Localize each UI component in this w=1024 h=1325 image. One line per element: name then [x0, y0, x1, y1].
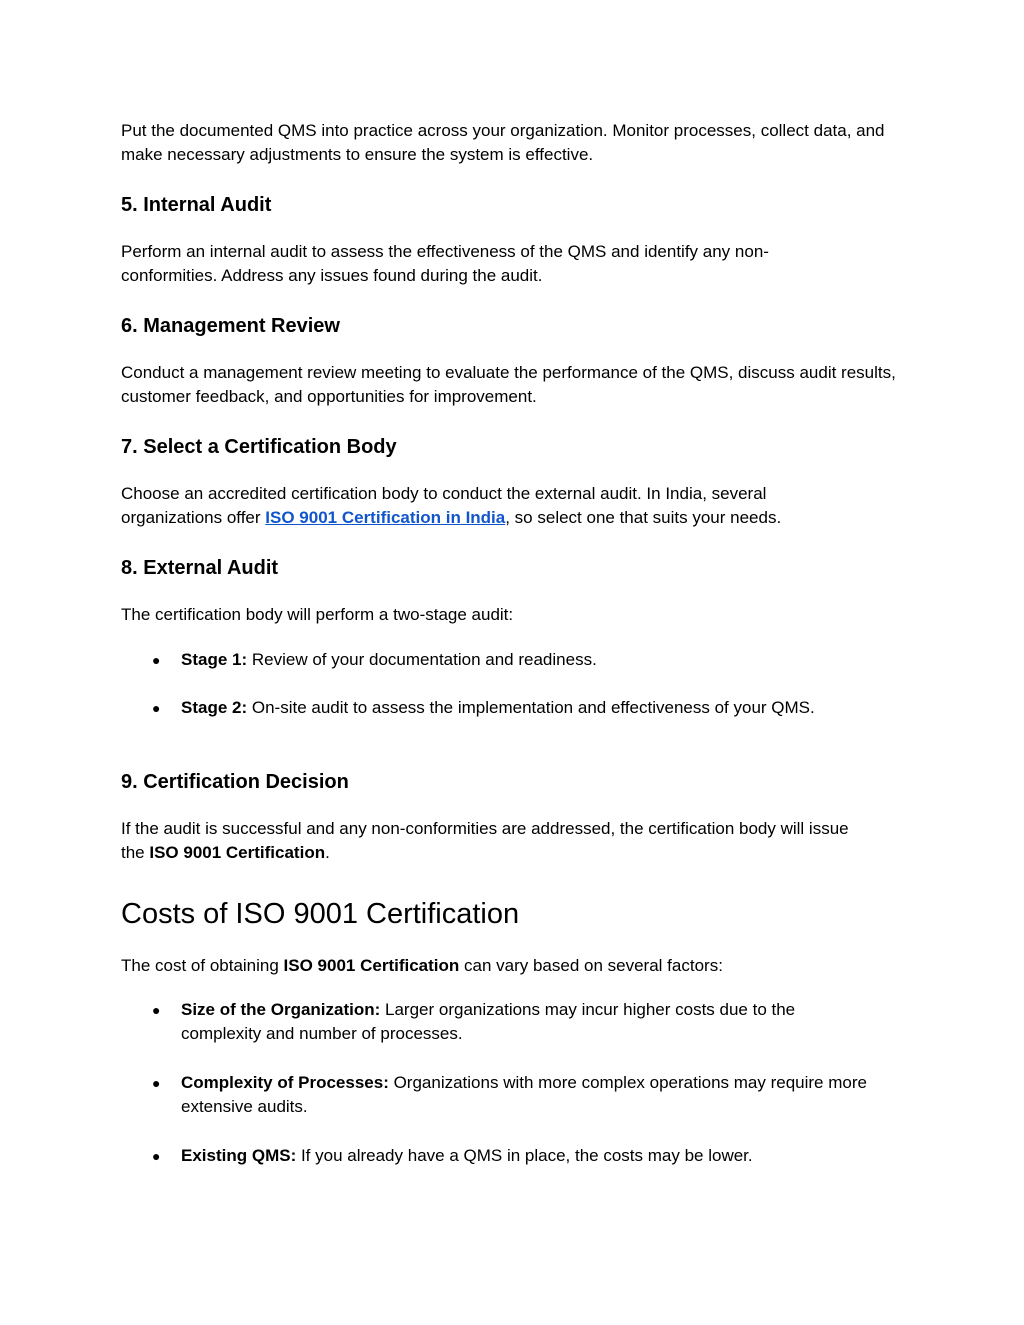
- iso-9001-india-link[interactable]: ISO 9001 Certification in India: [265, 508, 506, 527]
- section-7-paragraph: [121, 482, 911, 530]
- list-item-text: Organizations with more complex operations may require more extensive audits.: [181, 1073, 867, 1116]
- bullet-icon: ●: [152, 1002, 161, 1018]
- section-7-heading: 7. Select a Certification Body: [121, 436, 397, 458]
- costs-heading: Costs of ISO 9001 Certification: [121, 898, 520, 930]
- section-5-heading-block: [121, 192, 911, 218]
- section-9-bold: ISO 9001 Certification: [149, 843, 326, 862]
- intro-paragraph: [121, 119, 911, 167]
- bullet-icon: ●: [152, 1148, 161, 1164]
- bullet-icon: ●: [152, 652, 161, 668]
- list-item: [152, 1144, 892, 1168]
- section-5-text: Perform an internal audit to assess the effectiveness of the QMS and identify any non-conformities. Address any issues found during the audit.: [121, 242, 769, 285]
- section-9-heading-block: [121, 769, 911, 795]
- costs-text-before: The cost of obtaining: [121, 956, 284, 975]
- intro-text: Put the documented QMS into practice across your organization. Monitor processes, collect data, and make necessary adjustments to ensure the system is effective.: [121, 121, 885, 164]
- section-6-heading: 6. Management Review: [121, 315, 340, 337]
- costs-text-after: can vary based on several factors:: [459, 956, 723, 975]
- section-9-heading: 9. Certification Decision: [121, 771, 349, 793]
- list-item: [152, 1071, 892, 1119]
- section-8-heading-block: [121, 555, 911, 581]
- costs-heading-block: [121, 897, 911, 931]
- list-item-text: On-site audit to assess the implementation and effectiveness of your QMS.: [247, 698, 815, 717]
- section-6-paragraph: [121, 361, 911, 409]
- section-5-heading: 5. Internal Audit: [121, 194, 272, 216]
- section-7-text: [121, 482, 861, 530]
- list-item-label: Existing QMS:: [181, 1146, 297, 1165]
- section-9-text-before: If the audit is successful and any non-conformities are addressed, the certification body will issue the: [121, 819, 849, 862]
- costs-text: [121, 954, 911, 978]
- costs-paragraph: [121, 954, 911, 978]
- list-item-label: Stage 2:: [181, 698, 248, 717]
- section-8-heading: 8. External Audit: [121, 557, 279, 579]
- list-item: [152, 696, 892, 720]
- section-8-paragraph: [121, 603, 911, 627]
- costs-bold: ISO 9001 Certification: [283, 956, 460, 975]
- list-item: [152, 998, 892, 1046]
- section-8-text: The certification body will perform a two-stage audit:: [121, 605, 514, 624]
- section-7-text-before: Choose an accredited certification body to conduct the external audit. In India, several organizations offer: [121, 484, 767, 527]
- list-item-text: Review of your documentation and readiness.: [247, 650, 597, 669]
- list-item-text: Larger organizations may incur higher costs due to the complexity and number of processes.: [181, 1000, 796, 1043]
- section-6-heading-block: [121, 313, 911, 339]
- section-9-text: [121, 817, 871, 865]
- section-6-text: Conduct a management review meeting to evaluate the performance of the QMS, discuss audit results, customer feedback, and opportunities for improvement.: [121, 363, 896, 406]
- bullet-icon: ●: [152, 700, 161, 716]
- list-item-label: Complexity of Processes:: [181, 1073, 389, 1092]
- section-5-paragraph: [121, 240, 911, 288]
- list-item-label: Stage 1:: [181, 650, 248, 669]
- section-9-paragraph: [121, 817, 911, 865]
- section-7-heading-block: [121, 434, 911, 460]
- list-item-label: Size of the Organization:: [181, 1000, 381, 1019]
- bullet-icon: ●: [152, 1075, 161, 1091]
- section-9-text-after: .: [325, 843, 330, 862]
- list-item: [152, 648, 892, 672]
- section-7-text-after: , so select one that suits your needs.: [505, 508, 782, 527]
- list-item-text: If you already have a QMS in place, the costs may be lower.: [296, 1146, 753, 1165]
